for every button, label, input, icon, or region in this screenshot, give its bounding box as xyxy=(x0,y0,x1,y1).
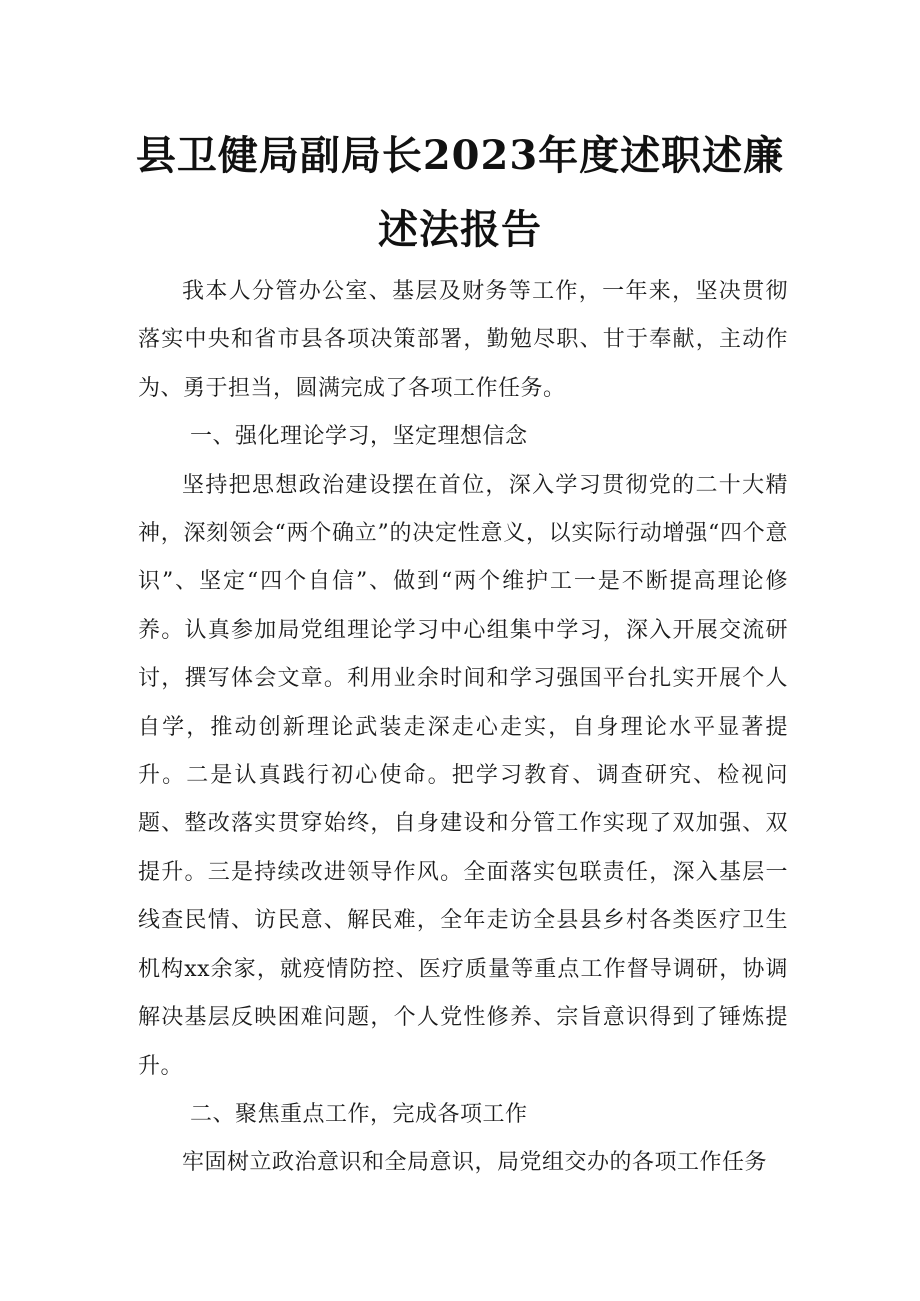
paragraph-intro: 我本人分管办公室、基层及财务等工作，一年来，坚决贯彻落实中央和省市县各项决策部署，勤勉尽职、甘于奉献，主动作为、勇于担当，圆满完成了各项工作任务。 xyxy=(138,279,788,401)
section-heading-2: 二、聚焦重点工作，完成各项工作 xyxy=(190,1101,528,1127)
paragraph-section-2: 牢固树立政治意识和全局意识，局党组交办的各项工作任务 xyxy=(182,1150,768,1176)
document-body xyxy=(138,268,788,1188)
document-title-line-1: 县卫健局副局长2023年度述职述廉 xyxy=(135,132,785,179)
section-heading-1: 一、强化理论学习，坚定理想信念 xyxy=(190,424,528,450)
paragraph-section-1: 坚持把思想政治建设摆在首位，深入学习贯彻党的二十大精神，深刻领会“两个确立”的决定性意义，以实际行动增强“四个意识”、坚定“四个自信”、做到“两个维护工一是不断提高理论修养。认真参加局党组理论学习中心组集中学习，深入开展交流研讨，撰写体会文章。利用业余时间和学习强国平台扎实开展个人自学，推动创新理论武装走深走心走实，自身理论水平显著提升。二是认真践行初心使命。把学习教育、调查研究、检视问题、整改落实贯穿始终，自身建设和分管工作实现了双加强、双提升。三是持续改进领导作风。全面落实包联责任，深入基层一线查民情、访民意、解民难，全年走访全县县乡村各类医疗卫生机构xx余家，就疫情防控、医疗质量等重点工作督导调研，协调解决基层反映困难问题，个人党性修养、宗旨意识得到了锤炼提升。 xyxy=(138,472,788,1079)
document-title-line-2: 述法报告 xyxy=(378,206,542,253)
